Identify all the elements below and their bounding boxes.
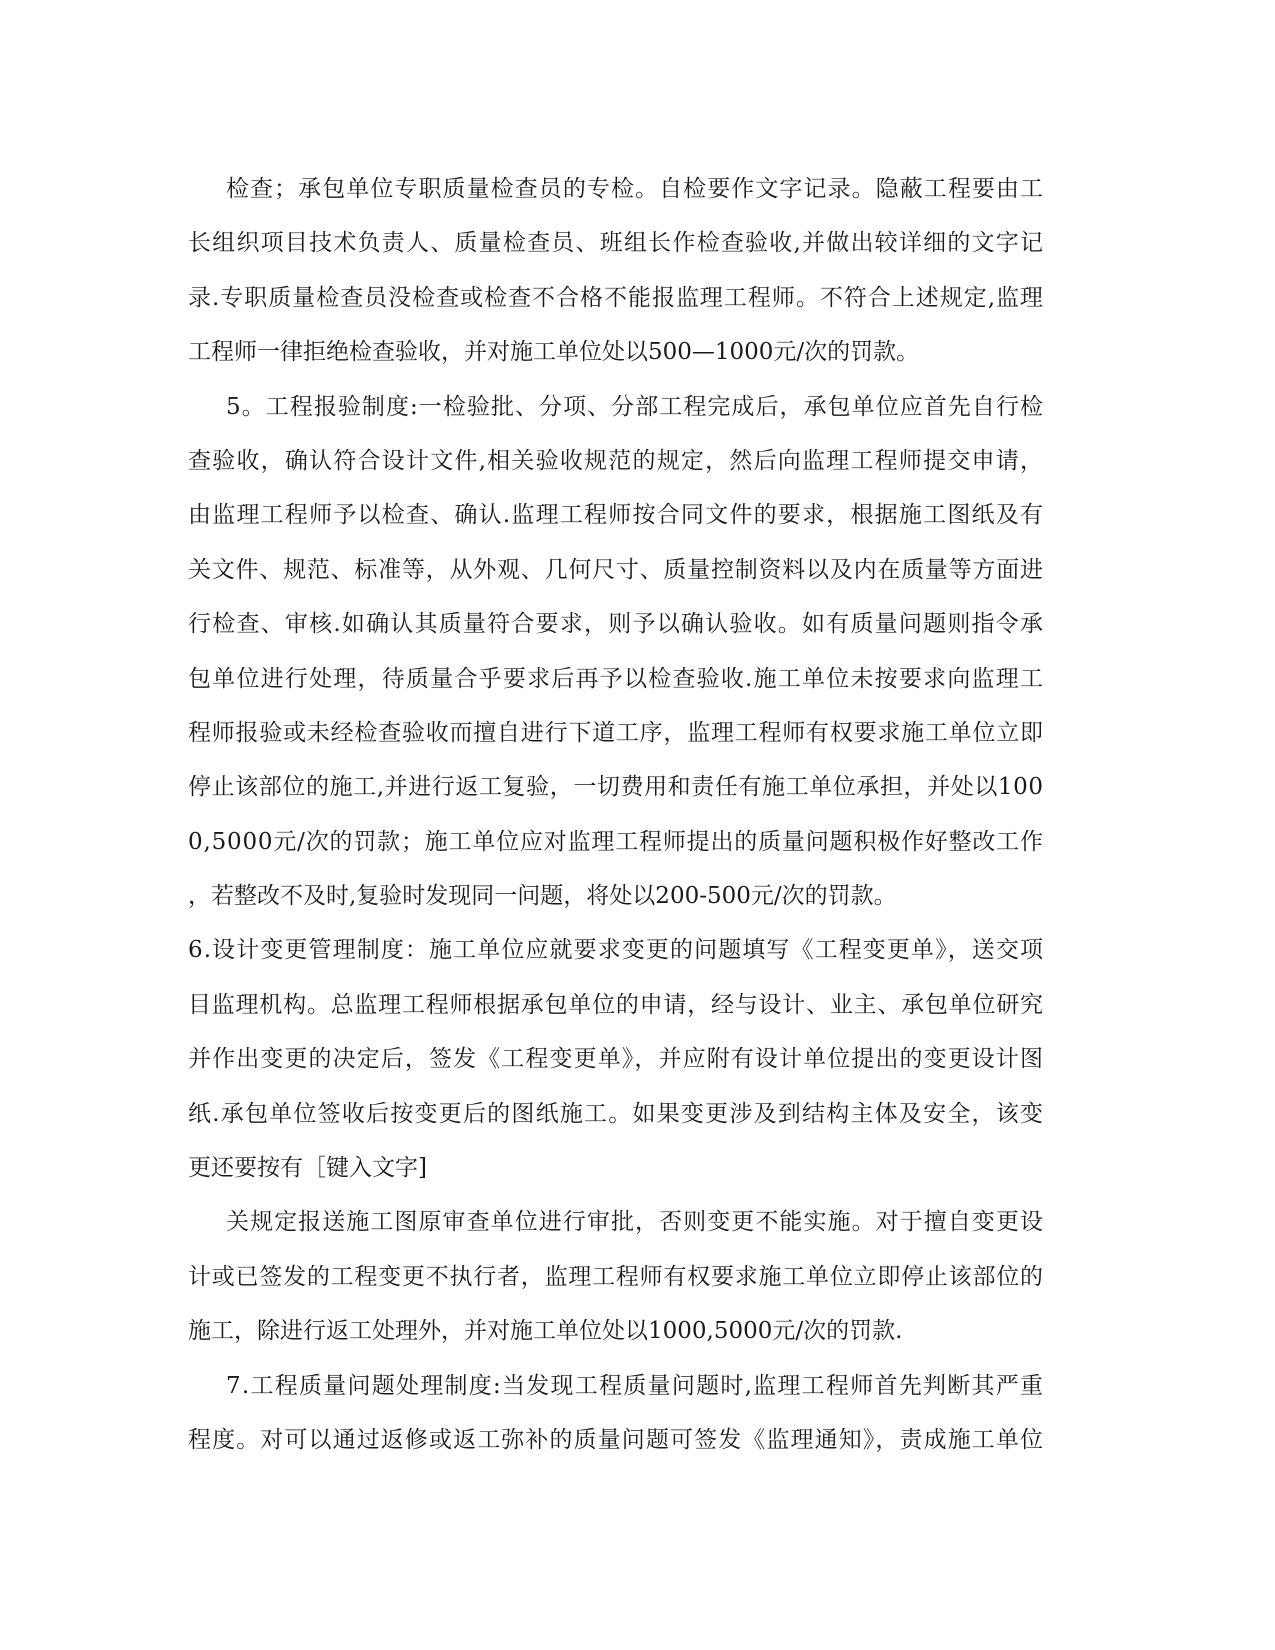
text-line: 并作出变更的决定后，签发《工程变更单》，并应附有设计单位提出的变更设计图 bbox=[188, 1046, 1045, 1073]
text-line: 长组织项目技术负责人、质量检查员、班组长作检查验收,并做出较详细的文字记 bbox=[188, 230, 1045, 257]
text-line: 0,5000元/次的罚款；施工单位应对监理工程师提出的质量问题积极作好整改工作 bbox=[188, 828, 1044, 855]
text-line: 更还要按有［键入文字] bbox=[188, 1155, 427, 1182]
text-line: 程度。对可以通过返修或返工弥补的质量问题可签发《监理通知》，责成施工单位 bbox=[188, 1426, 1045, 1453]
text-line: 目监理机构。总监理工程师根据承包单位的申请，经与设计、业主、承包单位研究 bbox=[188, 991, 1044, 1018]
text-line: 包单位进行处理，待质量合乎要求后再予以检查验收.施工单位未按要求向监理工 bbox=[188, 665, 1045, 692]
text-line: ，若整改不及时,复验时发现同一问题，将处以200-500元/次的罚款。 bbox=[188, 883, 897, 910]
text-line: 由监理工程师予以检查、确认.监理工程师按合同文件的要求，根据施工图纸及有 bbox=[188, 502, 1045, 529]
text-line: 工程师一律拒绝检查验收，并对施工单位处以500—1000元/次的罚款。 bbox=[188, 339, 920, 366]
text-line: 行检查、审核.如确认其质量符合要求，则予以确认验收。如有质量问题则指令承 bbox=[188, 611, 1045, 638]
text-line: 5。工程报验制度:一检验批、分项、分部工程完成后，承包单位应首先自行检 bbox=[226, 393, 1045, 420]
text-line: 录.专职质量检查员没检查或检查不合格不能报监理工程师。不符合上述规定,监理 bbox=[188, 284, 1044, 311]
text-line: 程师报验或未经检查验收而擅自进行下道工序，监理工程师有权要求施工单位立即 bbox=[188, 719, 1044, 746]
text-line: 7.工程质量问题处理制度:当发现工程质量问题时,监理工程师首先判断其严重 bbox=[226, 1372, 1045, 1399]
text-line: 关文件、规范、标准等，从外观、几何尺寸、质量控制资料以及内在质量等方面进 bbox=[188, 556, 1044, 583]
text-line: 纸.承包单位签收后按变更后的图纸施工。如果变更涉及到结构主体及安全，该变 bbox=[188, 1100, 1045, 1127]
document-body bbox=[188, 162, 1088, 1467]
text-line: 计或已签发的工程变更不执行者，监理工程师有权要求施工单位立即停止该部位的 bbox=[188, 1263, 1044, 1290]
text-line: 关规定报送施工图原审查单位进行审批，否则变更不能实施。对于擅自变更设 bbox=[226, 1209, 1045, 1236]
text-line: 停止该部位的施工,并进行返工复验，一切费用和责任有施工单位承担，并处以100 bbox=[188, 774, 1044, 801]
text-line: 检查；承包单位专职质量检查员的专检。自检要作文字记录。隐蔽工程要由工 bbox=[226, 176, 1045, 202]
text-line: 查验收，确认符合设计文件,相关验收规范的规定，然后向监理工程师提交申请， bbox=[188, 447, 1045, 474]
text-line: 施工，除进行返工处理外，并对施工单位处以1000,5000元/次的罚款. bbox=[188, 1318, 903, 1345]
text-line: 6.设计变更管理制度：施工单位应就要求变更的问题填写《工程变更单》，送交项 bbox=[188, 937, 1045, 964]
